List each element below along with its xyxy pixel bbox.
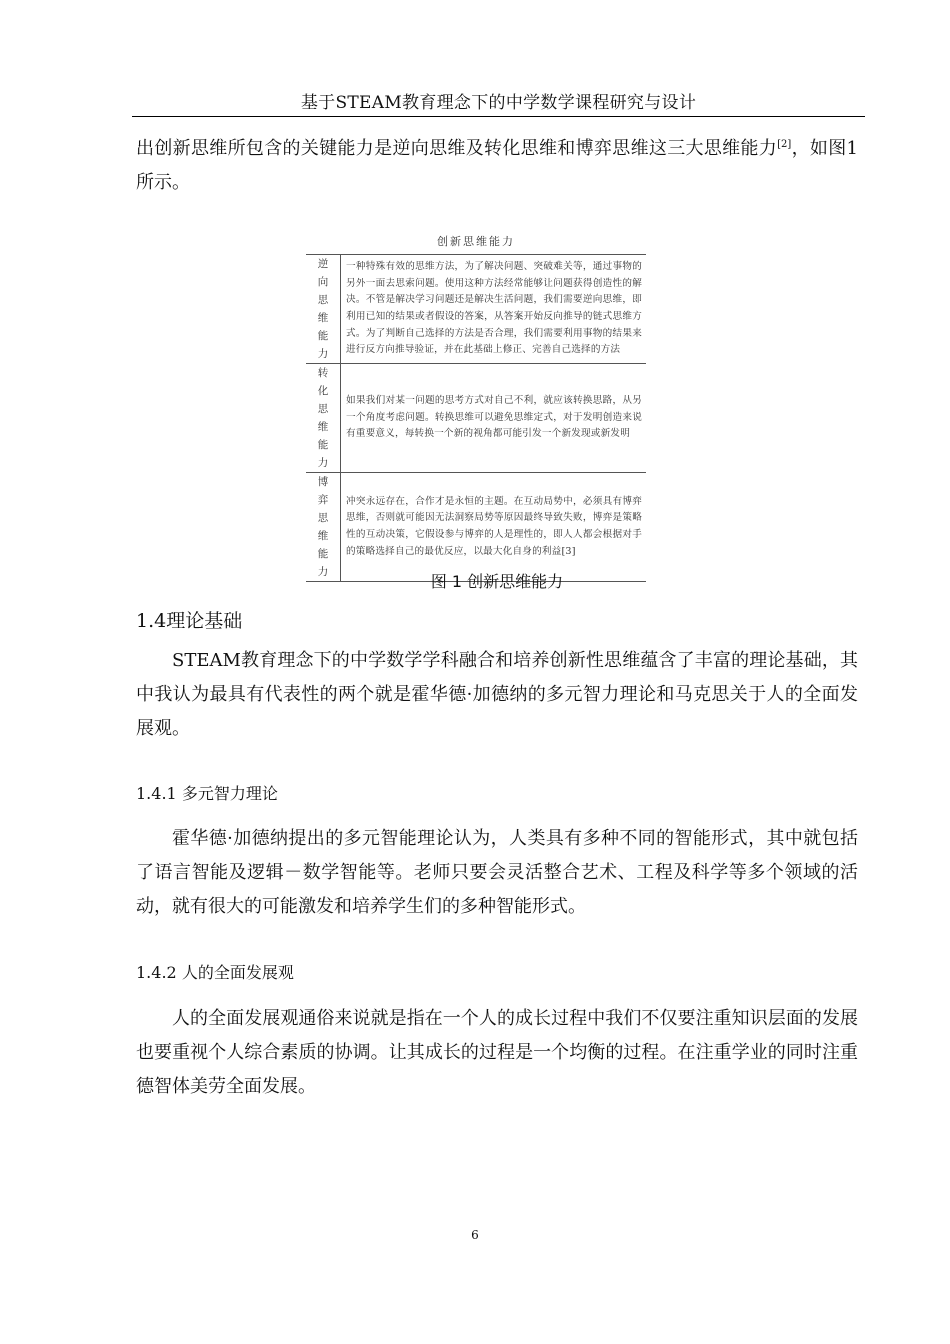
reference-marker: [2] (777, 139, 792, 150)
intro-paragraph (136, 132, 858, 200)
row-label-game: 博 弈 思 维 能 力 (306, 473, 341, 582)
section-title: 理论基础 (166, 610, 243, 632)
figure-caption: 图 1 创新思维能力 (430, 572, 564, 591)
row-label-reverse: 逆 向 思 维 能 力 (306, 255, 341, 364)
row-desc-game: 冲突永远存在，合作才是永恒的主题。在互动局势中，必须具有博弈思维，否则就可能因无法洞察局势等原因最终导致失败，博弈是策略性的互动决策，它假设参与博弈的人是理性的，即人人都会根据对手的策略选择自己的最优反应，以最大化自身的利益[3] (341, 473, 647, 582)
page-number: 6 (471, 1228, 479, 1242)
subsection-paragraph-2: 人的全面发展观通俗来说就是指在一个人的成长过程中我们不仅要注重知识层面的发展也要重视个人综合素质的协调。让其成长的过程是一个均衡的过程。在注重学业的同时注重德智体美劳全面发展。 (136, 1008, 858, 1097)
header-rule (132, 116, 865, 117)
figure-table (306, 254, 646, 582)
figure-title: 创新思维能力 (437, 235, 515, 248)
subsection-title-1: 多元智力理论 (181, 784, 278, 803)
running-header: 基于STEAM教育理念下的中学数学课程研究与设计 (300, 93, 697, 113)
figure-innovation-thinking (306, 230, 646, 578)
subsection-number-1: 1.4.1 (136, 784, 177, 803)
intro-text: 出创新思维所包含的关键能力是逆向思维及转化思维和博弈思维这三大思维能力 (136, 138, 778, 159)
subsection-paragraph-1: 霍华德·加德纳提出的多元智能理论认为，人类具有多种不同的智能形式，其中就包括了语言智能及逻辑－数学智能等。老师只要会灵活整合艺术、工程及科学等多个领域的活动，就有很大的可能激发和培养学生们的多种智能形式。 (136, 828, 858, 917)
table-row (306, 473, 646, 582)
section-paragraph: STEAM教育理念下的中学数学学科融合和培养创新性思维蕴含了丰富的理论基础，其中我认为最具有代表性的两个就是霍华德·加德纳的多元智力理论和马克思关于人的全面发展观。 (136, 650, 858, 739)
row-desc-transform: 如果我们对某一问题的思考方式对自己不利，就应该转换思路，从另一个角度考虑问题。转换思维可以避免思维定式，对于发明创造来说有重要意义，每转换一个新的视角都可能引发一个新发现或新发明 (341, 364, 647, 473)
section-heading (136, 606, 242, 636)
intro-text-end: ，如图1所示。 (136, 138, 859, 193)
row-label-transform: 转 化 思 维 能 力 (306, 364, 341, 473)
subsection-heading-2 (136, 960, 294, 986)
table-row (306, 364, 646, 473)
row-desc-reverse: 一种特殊有效的思维方法，为了解决问题、突破难关等，通过事物的另外一面去思索问题。使用这种方法经常能够让问题获得创造性的解决。不管是解决学习问题还是解决生活问题，我们需要逆向思维，即利用已知的结果或者假设的答案，从答案开始反向推导的链式思维方式。为了判断自己选择的方法是否合理，我们需要利用事物的结果来进行反方向推导验证，并在此基础上修正、完善自己选择的方法 (341, 255, 647, 364)
section-number: 1.4 (136, 610, 167, 632)
subsection-title-2: 人的全面发展观 (181, 963, 294, 982)
subsection-number-2: 1.4.2 (136, 963, 177, 982)
subsection-heading-1 (136, 781, 278, 807)
table-row (306, 255, 646, 364)
